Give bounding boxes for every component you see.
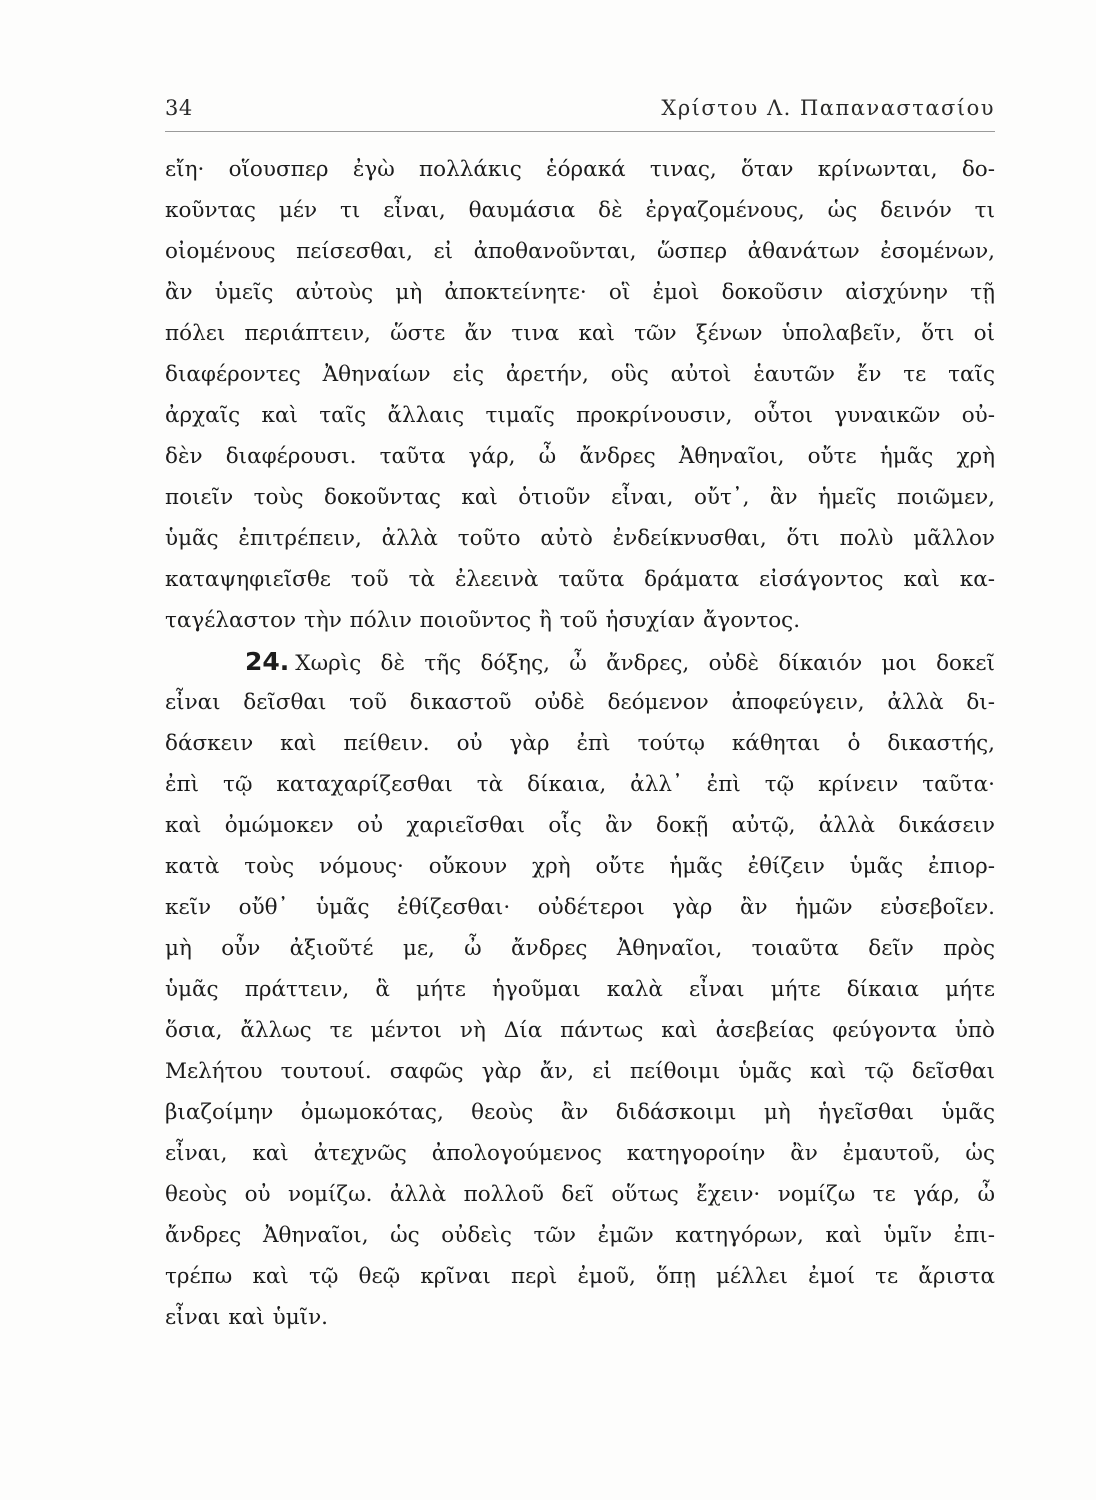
- section-first-line-text: Χωρὶς δὲ τῆς δόξης, ὦ ἄνδρες, οὐδὲ δίκαιόν μοι δοκεῖ: [295, 651, 995, 676]
- text-line: ὅσια, ἄλλως τε μέντοι νὴ Δία πάντως καὶ ἀσεβείας φεύγοντα ὑπὸ: [165, 1018, 995, 1043]
- text-line: πόλει περιάπτειν, ὥστε ἄν τινα καὶ τῶν ξένων ὑπολαβεῖν, ὅτι οἱ: [165, 321, 995, 346]
- text-line: κατὰ τοὺς νόμους· οὔκουν χρὴ οὔτε ἡμᾶς ἐθίζειν ὑμᾶς ἐπιορ-: [165, 854, 995, 879]
- text-line: εἶναι καὶ ὑμῖν.: [165, 1305, 329, 1330]
- page-header: [165, 96, 995, 128]
- text-line: ἀρχαῖς καὶ ταῖς ἄλλαις τιμαῖς προκρίνουσιν, οὗτοι γυναικῶν οὐ-: [165, 403, 995, 428]
- section-number: 24.: [245, 647, 290, 676]
- text-line: τρέπω καὶ τῷ θεῷ κρῖναι περὶ ἐμοῦ, ὅπῃ μέλλει ἐμοί τε ἄριστα: [165, 1264, 995, 1289]
- body-text: [165, 149, 995, 1338]
- text-line: ταγέλαστον τὴν πόλιν ποιοῦντος ἢ τοῦ ἡσυχίαν ἄγοντος.: [165, 608, 801, 633]
- text-line: οἰομένους πείσεσθαι, εἰ ἀποθανοῦνται, ὥσπερ ἀθανάτων ἐσομένων,: [165, 239, 995, 264]
- text-line: εἴη· οἵουσπερ ἐγὼ πολλάκις ἑόρακά τινας, ὅταν κρίνωνται, δο-: [165, 157, 995, 182]
- text-line: θεοὺς οὐ νομίζω. ἀλλὰ πολλοῦ δεῖ οὕτως ἔχειν· νομίζω τε γάρ, ὦ: [165, 1182, 995, 1207]
- text-line: κοῦντας μέν τι εἶναι, θαυμάσια δὲ ἐργαζομένους, ὡς δεινόν τι: [165, 198, 995, 223]
- page-number: 34: [165, 96, 193, 120]
- text-line: εἶναι δεῖσθαι τοῦ δικαστοῦ οὐδὲ δεόμενον ἀποφεύγειν, ἀλλὰ δι-: [165, 690, 995, 715]
- text-line: ὑμᾶς πράττειν, ἃ μήτε ἡγοῦμαι καλὰ εἶναι μήτε δίκαια μήτε: [165, 977, 995, 1002]
- text-line: ἐπὶ τῷ καταχαρίζεσθαι τὰ δίκαια, ἀλλ᾽ ἐπὶ τῷ κρίνειν ταῦτα·: [165, 772, 995, 797]
- text-line: ἂν ὑμεῖς αὐτοὺς μὴ ἀποκτείνητε· οἳ ἐμοὶ δοκοῦσιν αἰσχύνην τῇ: [165, 280, 995, 305]
- text-line: ὑμᾶς ἐπιτρέπειν, ἀλλὰ τοῦτο αὐτὸ ἐνδείκνυσθαι, ὅτι πολὺ μᾶλλον: [165, 526, 995, 551]
- text-line: δὲν διαφέρουσι. ταῦτα γάρ, ὦ ἄνδρες Ἀθηναῖοι, οὔτε ἡμᾶς χρὴ: [165, 444, 995, 469]
- text-line: Μελήτου τουτουί. σαφῶς γὰρ ἄν, εἰ πείθοιμι ὑμᾶς καὶ τῷ δεῖσθαι: [165, 1059, 995, 1084]
- section-first-line: [165, 641, 995, 682]
- text-line: κεῖν οὔθ᾽ ὑμᾶς ἐθίζεσθαι· οὐδέτεροι γὰρ ἂν ἡμῶν εὐσεβοῖεν.: [165, 895, 995, 920]
- text-line: καὶ ὀμώμοκεν οὐ χαριεῖσθαι οἷς ἂν δοκῇ αὐτῷ, ἀλλὰ δικάσειν: [165, 813, 995, 838]
- running-head: Χρίστου Λ. Παπαναστασίου: [661, 96, 995, 120]
- text-line: βιαζοίμην ὀμωμοκότας, θεοὺς ἂν διδάσκοιμι μὴ ἡγεῖσθαι ὑμᾶς: [165, 1100, 995, 1125]
- text-line: καταψηφιεῖσθε τοῦ τὰ ἐλεεινὰ ταῦτα δράματα εἰσάγοντος καὶ κα-: [165, 567, 995, 592]
- text-line: ποιεῖν τοὺς δοκοῦντας καὶ ὁτιοῦν εἶναι, οὔτ᾽, ἂν ἡμεῖς ποιῶμεν,: [165, 485, 995, 510]
- text-line: δάσκειν καὶ πείθειν. οὐ γὰρ ἐπὶ τούτῳ κάθηται ὁ δικαστής,: [165, 731, 995, 756]
- text-line: διαφέροντες Ἀθηναίων εἰς ἀρετήν, οὓς αὐτοὶ ἑαυτῶν ἔν τε ταῖς: [165, 362, 995, 387]
- text-line: εἶναι, καὶ ἀτεχνῶς ἀπολογούμενος κατηγοροίην ἂν ἐμαυτοῦ, ὡς: [165, 1141, 995, 1166]
- text-line: μὴ οὖν ἀξιοῦτέ με, ὦ ἄνδρες Ἀθηναῖοι, τοιαῦτα δεῖν πρὸς: [165, 936, 995, 961]
- text-line: ἄνδρες Ἀθηναῖοι, ὡς οὐδεὶς τῶν ἐμῶν κατηγόρων, καὶ ὑμῖν ἐπι-: [165, 1223, 995, 1248]
- header-rule: [165, 131, 995, 132]
